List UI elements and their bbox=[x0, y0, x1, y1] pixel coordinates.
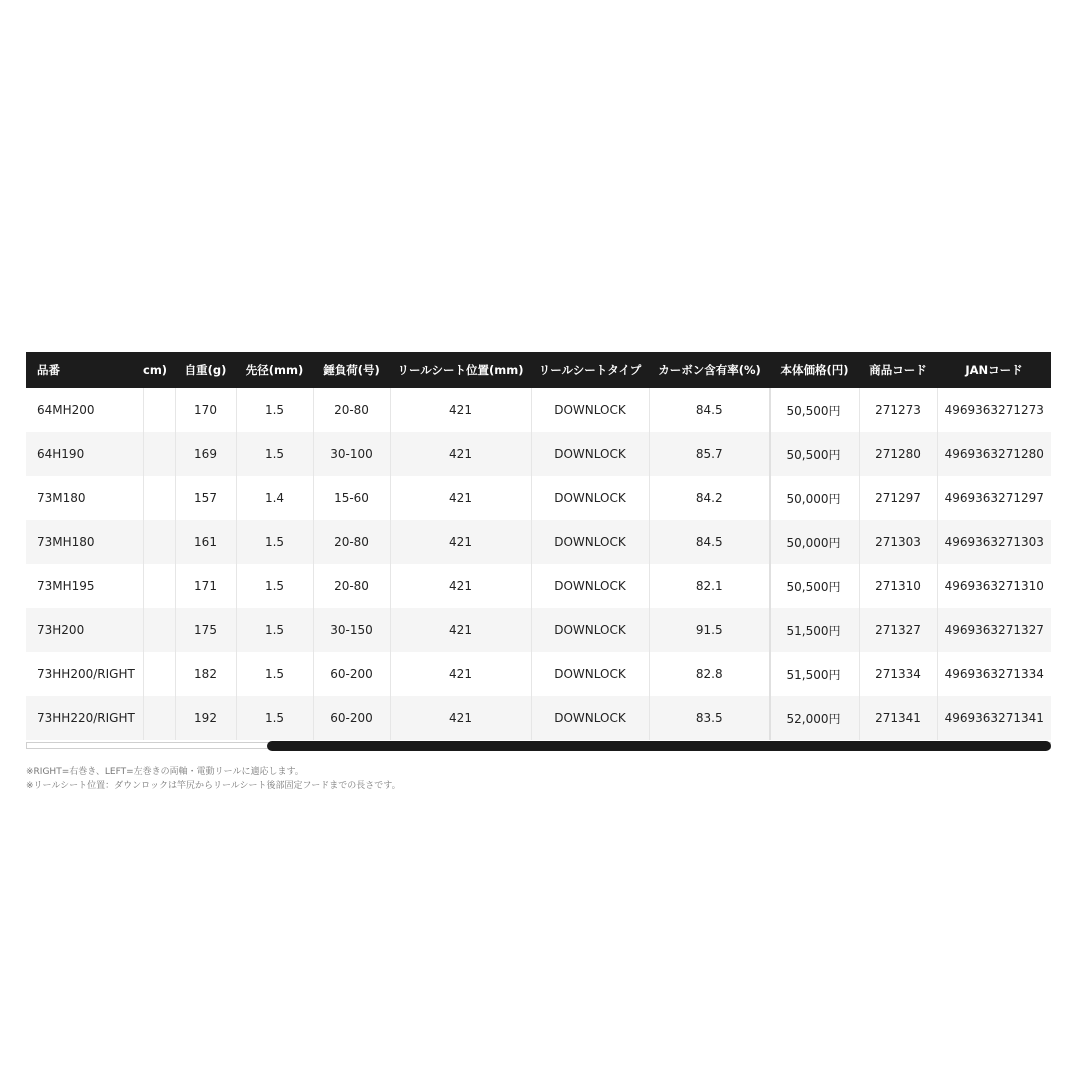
col-header-carbon-content: カーボン含有率(%) bbox=[658, 363, 761, 377]
cell-jan-code: 4969363271327 bbox=[944, 623, 1044, 637]
table-header-row bbox=[26, 352, 1051, 388]
cell-weight: 170 bbox=[175, 388, 236, 432]
cell-model: 73MH195 bbox=[26, 564, 143, 608]
cell-sinker-load: 20-80 bbox=[313, 564, 390, 608]
cell-product-code: 271327 bbox=[859, 608, 937, 652]
cell-sinker-load: 20-80 bbox=[313, 520, 390, 564]
cell-reel-seat-position: 421 bbox=[390, 388, 531, 432]
cell-weight: 169 bbox=[175, 432, 236, 476]
cell-reel-seat-position: 421 bbox=[390, 476, 531, 520]
cell-carbon-content: 82.8 bbox=[649, 652, 770, 696]
cell-sinker-load: 20-80 bbox=[313, 388, 390, 432]
col-header-weight: 自重(g) bbox=[184, 363, 227, 377]
cell-product-code: 271273 bbox=[859, 388, 937, 432]
cell-length bbox=[143, 432, 175, 476]
cell-reel-seat-position: 421 bbox=[390, 564, 531, 608]
col-header-model: 品番 bbox=[37, 363, 60, 377]
cell-product-code: 271310 bbox=[859, 564, 937, 608]
cell-price: 50,500円 bbox=[770, 432, 859, 476]
footnote-reel-seat-position: ※リールシート位置：ダウンロックは竿尻からリールシート後部固定フードまでの長さです。 bbox=[26, 781, 401, 791]
col-header-tip-diameter: 先径(mm) bbox=[245, 363, 304, 377]
cell-reel-seat-type: DOWNLOCK bbox=[531, 520, 649, 564]
cell-tip-diameter: 1.5 bbox=[236, 388, 313, 432]
cell-model: 64H190 bbox=[26, 432, 143, 476]
cell-weight: 192 bbox=[175, 696, 236, 740]
col-header-reel-seat-position: リールシート位置(mm) bbox=[397, 363, 524, 377]
spec-table-container bbox=[26, 352, 1051, 751]
col-header-length: cm) bbox=[143, 363, 168, 377]
cell-price: 50,000円 bbox=[770, 476, 859, 520]
cell-product-code: 271341 bbox=[859, 696, 937, 740]
col-header-product-code: 商品コード bbox=[869, 363, 927, 377]
cell-tip-diameter: 1.4 bbox=[236, 476, 313, 520]
cell-weight: 157 bbox=[175, 476, 236, 520]
table-row bbox=[26, 652, 1051, 696]
cell-jan-code: 4969363271341 bbox=[944, 711, 1044, 725]
cell-sinker-load: 60-200 bbox=[313, 652, 390, 696]
spec-table-body bbox=[26, 388, 1051, 740]
cell-tip-diameter: 1.5 bbox=[236, 520, 313, 564]
cell-carbon-content: 84.2 bbox=[649, 476, 770, 520]
cell-carbon-content: 83.5 bbox=[649, 696, 770, 740]
cell-product-code: 271334 bbox=[859, 652, 937, 696]
col-header-sinker-load: 錘負荷(号) bbox=[323, 363, 380, 377]
cell-carbon-content: 84.5 bbox=[649, 388, 770, 432]
cell-length bbox=[143, 608, 175, 652]
cell-tip-diameter: 1.5 bbox=[236, 608, 313, 652]
cell-reel-seat-position: 421 bbox=[390, 432, 531, 476]
table-row bbox=[26, 520, 1051, 564]
cell-reel-seat-position: 421 bbox=[390, 652, 531, 696]
cell-tip-diameter: 1.5 bbox=[236, 696, 313, 740]
cell-length bbox=[143, 388, 175, 432]
cell-product-code: 271280 bbox=[859, 432, 937, 476]
cell-carbon-content: 91.5 bbox=[649, 608, 770, 652]
cell-reel-seat-type: DOWNLOCK bbox=[531, 476, 649, 520]
cell-reel-seat-position: 421 bbox=[390, 520, 531, 564]
cell-model: 73H200 bbox=[26, 608, 143, 652]
cell-product-code: 271297 bbox=[859, 476, 937, 520]
cell-reel-seat-type: DOWNLOCK bbox=[531, 432, 649, 476]
col-header-reel-seat-type: リールシートタイプ bbox=[538, 363, 642, 377]
cell-product-code: 271303 bbox=[859, 520, 937, 564]
horizontal-scrollbar[interactable] bbox=[26, 741, 1051, 751]
table-row bbox=[26, 696, 1051, 740]
cell-reel-seat-position: 421 bbox=[390, 696, 531, 740]
cell-price: 50,500円 bbox=[770, 564, 859, 608]
cell-tip-diameter: 1.5 bbox=[236, 564, 313, 608]
cell-jan-code: 4969363271297 bbox=[944, 491, 1044, 505]
cell-price: 51,500円 bbox=[770, 652, 859, 696]
cell-reel-seat-type: DOWNLOCK bbox=[531, 652, 649, 696]
footnote-reel-direction: ※RIGHT=右巻き、LEFT=左巻きの両軸・電動リールに適応します。 bbox=[26, 767, 304, 777]
cell-price: 51,500円 bbox=[770, 608, 859, 652]
cell-reel-seat-type: DOWNLOCK bbox=[531, 564, 649, 608]
cell-sinker-load: 30-150 bbox=[313, 608, 390, 652]
cell-weight: 175 bbox=[175, 608, 236, 652]
cell-length bbox=[143, 520, 175, 564]
cell-weight: 182 bbox=[175, 652, 236, 696]
table-row bbox=[26, 608, 1051, 652]
cell-model: 64MH200 bbox=[26, 388, 143, 432]
cell-carbon-content: 82.1 bbox=[649, 564, 770, 608]
cell-weight: 171 bbox=[175, 564, 236, 608]
cell-length bbox=[143, 652, 175, 696]
cell-carbon-content: 85.7 bbox=[649, 432, 770, 476]
table-row bbox=[26, 432, 1051, 476]
cell-weight: 161 bbox=[175, 520, 236, 564]
cell-model: 73MH180 bbox=[26, 520, 143, 564]
cell-jan-code: 4969363271310 bbox=[944, 579, 1044, 593]
cell-sinker-load: 60-200 bbox=[313, 696, 390, 740]
cell-sinker-load: 15-60 bbox=[313, 476, 390, 520]
cell-carbon-content: 84.5 bbox=[649, 520, 770, 564]
cell-price: 50,500円 bbox=[770, 388, 859, 432]
table-row bbox=[26, 564, 1051, 608]
table-row bbox=[26, 476, 1051, 520]
cell-model: 73HH220/RIGHT bbox=[26, 696, 143, 740]
spec-table bbox=[26, 352, 1051, 740]
scrollbar-thumb[interactable] bbox=[267, 741, 1051, 751]
col-header-price: 本体価格(円) bbox=[780, 363, 849, 377]
cell-reel-seat-type: DOWNLOCK bbox=[531, 608, 649, 652]
cell-model: 73HH200/RIGHT bbox=[26, 652, 143, 696]
cell-jan-code: 4969363271273 bbox=[944, 403, 1044, 417]
cell-jan-code: 4969363271334 bbox=[944, 667, 1044, 681]
cell-jan-code: 4969363271280 bbox=[944, 447, 1044, 461]
col-header-jan-code: JANコード bbox=[965, 363, 1023, 377]
cell-tip-diameter: 1.5 bbox=[236, 652, 313, 696]
cell-price: 52,000円 bbox=[770, 696, 859, 740]
cell-length bbox=[143, 564, 175, 608]
cell-tip-diameter: 1.5 bbox=[236, 432, 313, 476]
cell-reel-seat-position: 421 bbox=[390, 608, 531, 652]
table-row bbox=[26, 388, 1051, 432]
cell-price: 50,000円 bbox=[770, 520, 859, 564]
cell-reel-seat-type: DOWNLOCK bbox=[531, 696, 649, 740]
cell-length bbox=[143, 476, 175, 520]
cell-length bbox=[143, 696, 175, 740]
cell-model: 73M180 bbox=[26, 476, 143, 520]
cell-sinker-load: 30-100 bbox=[313, 432, 390, 476]
cell-reel-seat-type: DOWNLOCK bbox=[531, 388, 649, 432]
cell-jan-code: 4969363271303 bbox=[944, 535, 1044, 549]
footnotes bbox=[26, 765, 401, 793]
